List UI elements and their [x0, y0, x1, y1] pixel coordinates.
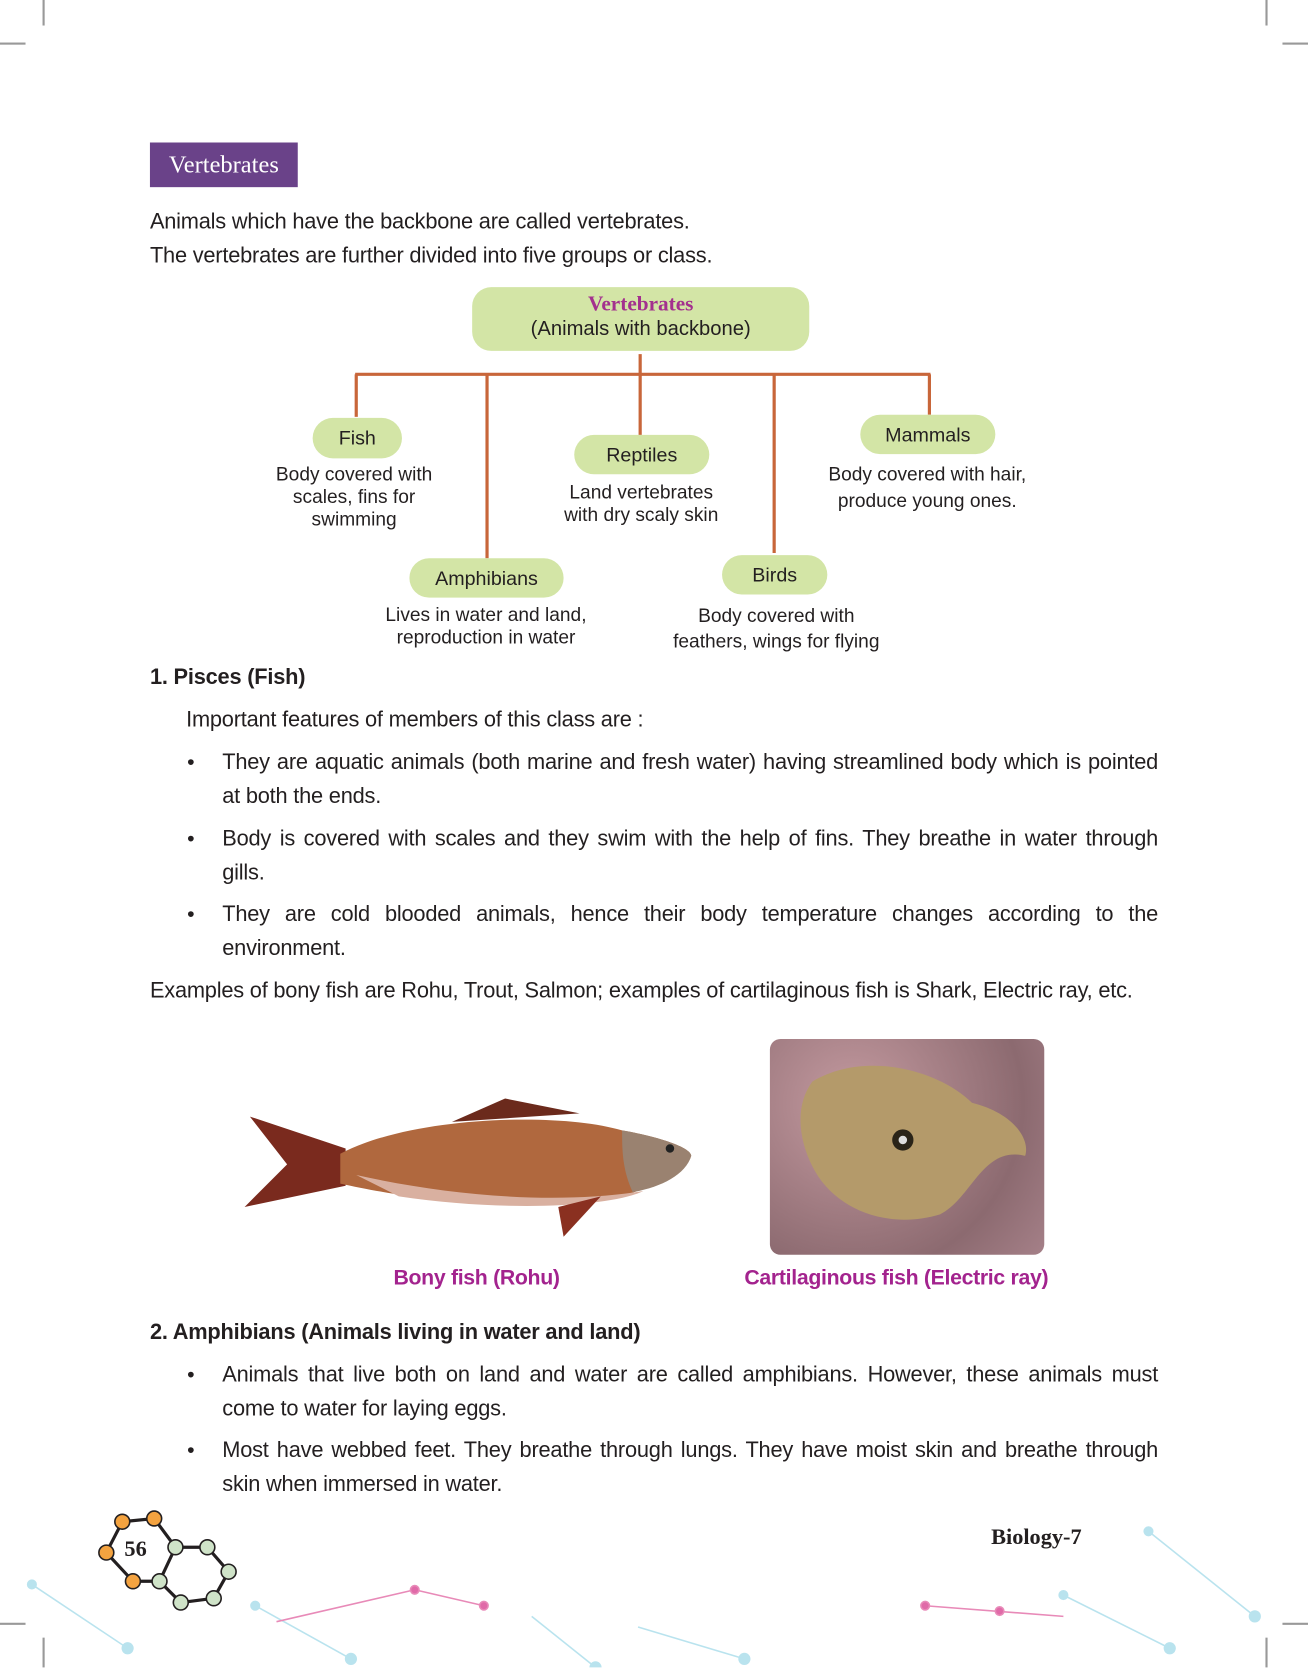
pisces-bullet: They are cold blooded animals, hence their body temperature changes according to the environment.: [222, 901, 1159, 961]
amphibians-bullet: Most have webbed feet. They breathe through lungs. They have moist skin and breathe through skin when immersed in water.: [222, 1437, 1159, 1497]
node-mammals: Mammals: [860, 415, 995, 454]
intro-line: The vertebrates are further divided into five groups or class.: [149, 243, 713, 268]
bullet-icon: •: [187, 1438, 195, 1463]
pisces-bullet: They are aquatic animals (both marine and fresh water) having streamlined body which is pointed at both the ends.: [222, 749, 1159, 809]
crop-mark: [43, 1638, 45, 1668]
node-amphibians: Amphibians: [409, 558, 563, 597]
bullet-icon: •: [187, 827, 195, 851]
amphibians-bullet: Animals that live both on land and water are called amphibians. However, these animals must come to water for laying eggs.: [222, 1362, 1159, 1421]
node-reptiles: Reptiles: [574, 435, 709, 474]
crop-mark: [1265, 1638, 1267, 1668]
intro-line: Animals which have the backbone are called vertebrates.: [149, 209, 690, 234]
page-number: 56: [124, 1535, 147, 1562]
crop-mark: [0, 1623, 26, 1625]
bullet-icon: •: [187, 902, 195, 927]
bullet-icon: •: [187, 1363, 195, 1387]
node-reptiles-desc: Land vertebrates with dry scaly skin: [564, 481, 719, 526]
pisces-bullet: Body is covered with scales and they swim with the help of fins. They breathe in water through gills.: [222, 826, 1159, 885]
pisces-heading: 1. Pisces (Fish): [149, 664, 306, 690]
hexagon-logo: [90, 1505, 239, 1617]
node-fish: Fish: [313, 418, 402, 458]
electric-ray-image: [770, 1039, 1044, 1255]
node-mammals-desc: Body covered with hair, produce young ones.: [828, 463, 1027, 512]
caption-electric-ray: Cartilaginous fish (Electric ray): [744, 1266, 1049, 1290]
amphibians-heading: 2. Amphibians (Animals living in water and land): [149, 1319, 641, 1345]
book-title: Biology-7: [991, 1523, 1082, 1550]
root-subtitle: (Animals with backbone): [530, 317, 751, 341]
node-birds: Birds: [722, 555, 827, 594]
caption-bony-fish: Bony fish (Rohu): [393, 1266, 560, 1290]
node-fish-desc: Body covered with scales, fins for swimming: [275, 463, 433, 530]
crop-mark: [1282, 1623, 1308, 1625]
pisces-lead: Important features of members of this class are :: [186, 707, 644, 732]
node-amphibians-desc: Lives in water and land, reproduction in water: [385, 604, 587, 648]
root-title: Vertebrates: [587, 292, 694, 316]
pisces-examples: Examples of bony fish are Rohu, Trout, Salmon; examples of cartilaginous fish is Shark, Electric ray, etc.: [149, 978, 1133, 1003]
section-title: Vertebrates: [150, 142, 298, 187]
bony-fish-image: [239, 1090, 696, 1244]
node-birds-desc: Body covered with feathers, wings for flying: [673, 605, 880, 652]
bullet-icon: •: [187, 750, 195, 775]
diagram-root-node: [472, 287, 809, 351]
